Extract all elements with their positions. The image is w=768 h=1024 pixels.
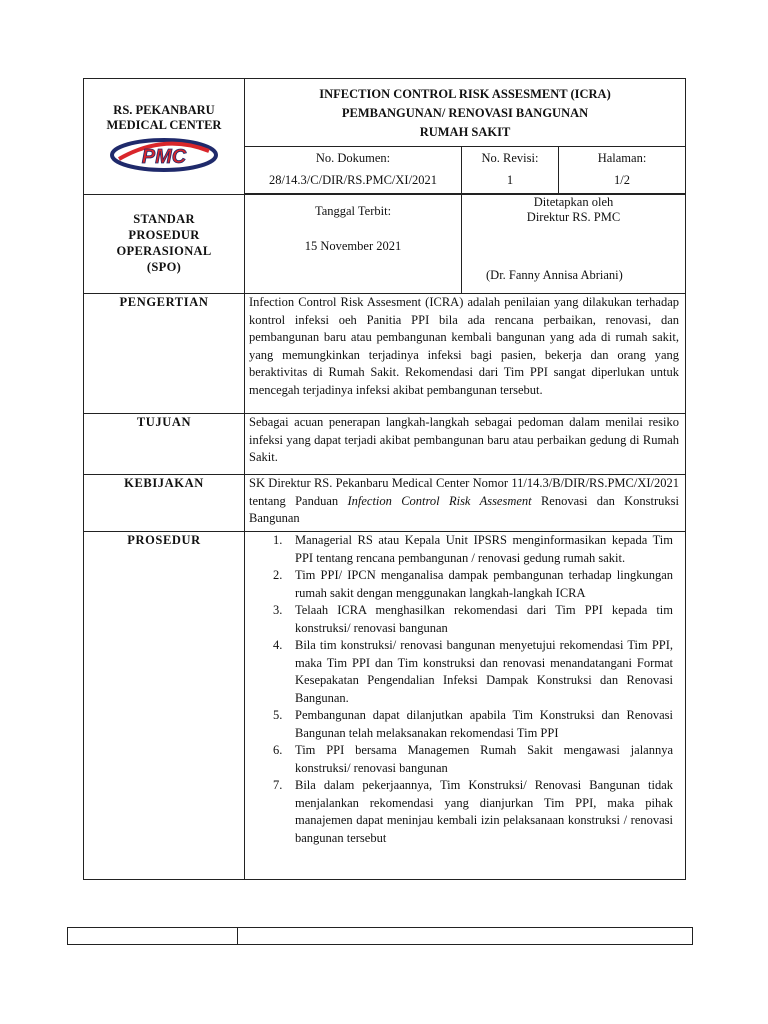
prosedur-item-number: 1.	[273, 533, 283, 547]
spo-line2: PROSEDUR	[128, 228, 200, 242]
prosedur-item-text: Telaah ICRA menghasilkan rekomendasi dari Tim PPI kepada tim konstruksi/ renovasi bangunan	[295, 603, 674, 635]
prosedur-item-text: Tim PPI bersama Managemen Rumah Sakit mengawasi jalannya konstruksi/ renovasi bangunan	[295, 743, 674, 775]
ditetapkan-line1: Ditetapkan oleh	[533, 195, 614, 209]
kebijakan-text-italic: Infection Control Risk Assesment	[347, 493, 532, 508]
no-revisi-cell	[462, 147, 559, 194]
no-dokumen-label: No. Dokumen:	[315, 151, 391, 165]
approval-cell	[462, 195, 686, 294]
spo-label-cell	[84, 195, 245, 294]
tanggal-terbit-value: 15 November 2021	[304, 239, 402, 253]
footer-table	[67, 927, 693, 945]
pengertian-text: Infection Control Risk Assesment (ICRA) adalah penilaian yang dilakukan terhadap kontrol infeksi oeh Panitia PPI bila ada rencana perbaikan, renovasi, dan pembangunan baru atau pembangunan kembali bangunan yang ada di rumah sakit, yang memungkinkan terjadinya infeksi bagi pasien, bekerja dan orang yang beraktivitas di Rumah Sakit. Rekomendasi dari Tim PPI sangat diperlukan untuk mencegah terjadinya infeksi akibat pembangunan tersebut.	[245, 294, 686, 414]
hospital-name-line1: RS. PEKANBARU	[113, 103, 215, 117]
halaman-label: Halaman:	[597, 151, 647, 165]
prosedur-item	[249, 637, 673, 707]
prosedur-item-text: Tim PPI/ IPCN menganalisa dampak pembangunan terhadap lingkungan rumah sakit dengan menggunakan langkah-langkah ICRA	[295, 568, 674, 600]
kebijakan-label: KEBIJAKAN	[124, 476, 204, 490]
prosedur-item-number: 4.	[273, 638, 283, 652]
signatory-name: (Dr. Fanny Annisa Abriani)	[486, 268, 623, 282]
no-dokumen-value: 28/14.3/C/DIR/RS.PMC/XI/2021	[268, 173, 438, 187]
pengertian-label-cell	[84, 294, 245, 414]
spo-document-table	[83, 78, 686, 880]
pmc-logo-icon	[109, 137, 219, 173]
prosedur-item	[249, 532, 673, 567]
prosedur-cell	[245, 532, 686, 880]
document-title-line2: PEMBANGUNAN/ RENOVASI BANGUNAN	[341, 106, 589, 120]
prosedur-item-text: Pembangunan dapat dilanjutkan apabila Tim Konstruksi dan Renovasi Bangunan telah melaksanakan rekomendasi Tim PPI	[295, 708, 674, 740]
hospital-name-line2: MEDICAL CENTER	[106, 118, 222, 132]
document-title-cell	[245, 79, 686, 147]
spo-line4: (SPO)	[146, 260, 182, 274]
halaman-value: 1/2	[614, 173, 630, 187]
tanggal-terbit-cell	[245, 195, 462, 294]
pengertian-label: PENGERTIAN	[119, 295, 209, 309]
tujuan-text: Sebagai acuan penerapan langkah-langkah sebagai pedoman dalam menilai resiko infeksi yang dapat terjadi akibat pembangunan baru atau perbaikan gedung di Rumah Sakit.	[245, 414, 686, 475]
spo-line3: OPERASIONAL	[116, 244, 212, 258]
tujuan-label: TUJUAN	[136, 415, 192, 429]
no-dokumen-cell	[245, 147, 462, 194]
prosedur-item-number: 7.	[273, 778, 283, 792]
kebijakan-text-b: Renovasi dan Konstruksi Bangunan	[249, 493, 680, 525]
footer-divider	[237, 928, 238, 944]
prosedur-item-text: Bila dalam pekerjaannya, Tim Konstruksi/ Renovasi Bangunan tidak menjalankan rekomendasi yang dianjurkan Tim PPI, maka pihak manajemen dapat meninjau kembali izin pelaksanaan konstruksi / renovasi bangunan tersebut	[295, 778, 674, 845]
document-title-line1: INFECTION CONTROL RISK ASSESMENT (ICRA)	[319, 87, 611, 101]
kebijakan-text-a: SK Direktur RS. Pekanbaru Medical Center Nomor 11/14.3/B/DIR/RS.PMC/XI/2021 tentang Panduan	[249, 476, 680, 508]
prosedur-label-cell	[84, 532, 245, 880]
prosedur-item	[249, 707, 673, 742]
prosedur-item	[249, 602, 673, 637]
prosedur-label: PROSEDUR	[127, 533, 201, 547]
prosedur-item-number: 2.	[273, 568, 283, 582]
prosedur-list	[249, 532, 679, 847]
prosedur-item	[249, 777, 673, 847]
prosedur-item-number: 6.	[273, 743, 283, 757]
prosedur-item-text: Managerial RS atau Kepala Unit IPSRS menginformasikan kepada Tim PPI tentang rencana pembangunan / renovasi gedung rumah sakit.	[295, 533, 674, 565]
prosedur-item-number: 5.	[273, 708, 283, 722]
kebijakan-text	[245, 475, 686, 532]
prosedur-item	[249, 567, 673, 602]
logo-text: PMC	[141, 146, 187, 168]
document-title-line3: RUMAH SAKIT	[419, 125, 511, 139]
halaman-cell	[559, 147, 686, 194]
pmc-logo	[109, 137, 219, 173]
prosedur-item	[249, 742, 673, 777]
prosedur-item-text: Bila tim konstruksi/ renovasi bangunan menyetujui rekomendasi Tim PPI, maka Tim PPI dan Tim konstruksi dan renovasi menandatangani Format Kesepakatan Pengendalian Infeksi Dampak Konstruksi dan Renovasi Bangunan.	[295, 638, 674, 705]
tanggal-terbit-label: Tanggal Terbit:	[314, 204, 392, 218]
no-revisi-value: 1	[506, 173, 514, 187]
kebijakan-label-cell	[84, 475, 245, 532]
ditetapkan-line2: Direktur RS. PMC	[526, 210, 621, 224]
prosedur-item-number: 3.	[273, 603, 283, 617]
no-revisi-label: No. Revisi:	[481, 151, 539, 165]
tujuan-label-cell	[84, 414, 245, 475]
spo-line1: STANDAR	[133, 212, 195, 226]
hospital-identity-cell	[84, 79, 245, 195]
